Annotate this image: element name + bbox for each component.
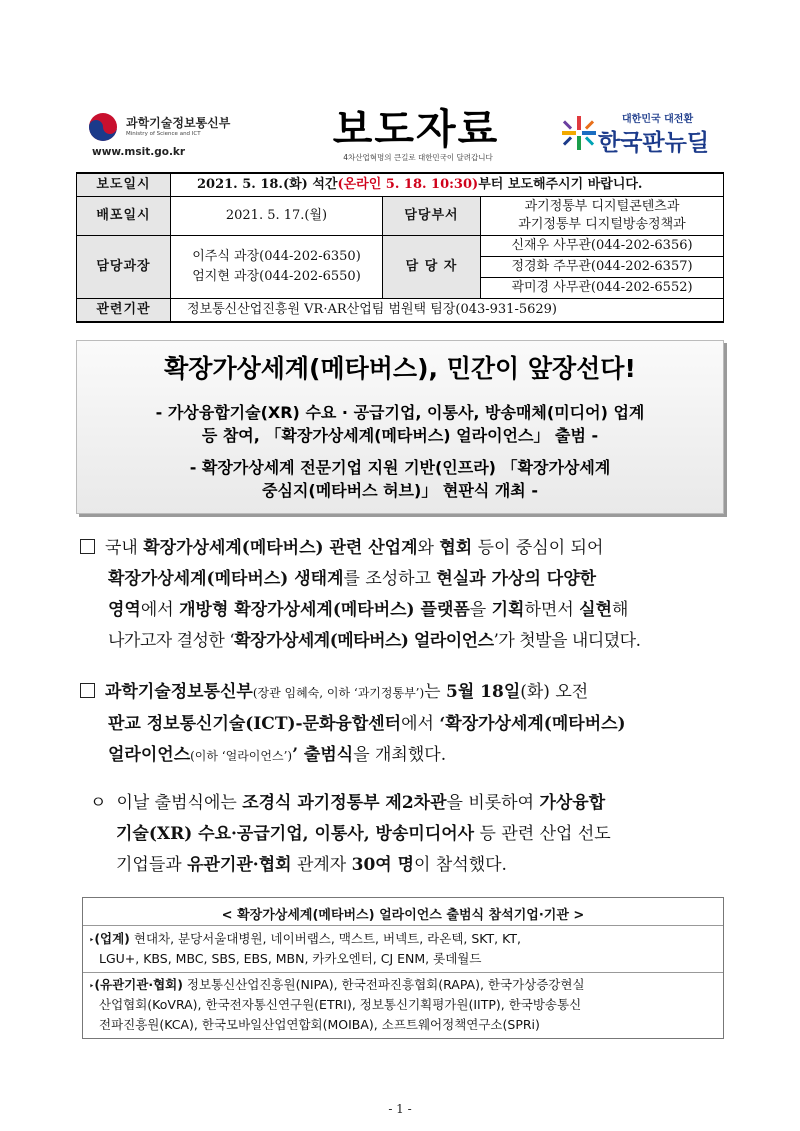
headline-sub-1a: - 가상융합기술(XR) 수요 · 공급기업, 이통사, 방송매체(미디어) 업계 (155, 403, 645, 422)
release-date: 2021. 5. 18.(화) 석간 (197, 177, 338, 192)
text-run: 해 (612, 600, 629, 620)
text-run: 를 조성하고 (343, 569, 437, 589)
text-run: 과학기술정보통신부 (105, 682, 253, 702)
release-label: 보도일시 (77, 173, 171, 197)
arrow-bullet-icon: ‣ (89, 982, 95, 992)
para1-line3 (80, 595, 641, 626)
text-run: 국내 (105, 538, 144, 558)
paragraph-1 (80, 533, 641, 657)
text-run: 얼라이언스 (108, 745, 191, 765)
industry-text-1: 현대차, 분당서울대병원, 네이버랩스, 맥스트, 버넥트, 라온텍, SKT, KT, (129, 931, 521, 946)
text-run: 가상융합 (539, 793, 606, 813)
ministry-name-ko: 과학기술정보통신부 (126, 116, 231, 130)
org-line-1 (89, 975, 585, 997)
distribution-value: 2021. 5. 17.(월) (171, 197, 383, 236)
text-run: 유관기관·협회 (187, 855, 292, 875)
text-run: 하면서 (524, 600, 580, 620)
participants-title: < 확장가상세계(메타버스) 얼라이언스 출범식 참석기업·기관 > (221, 908, 585, 923)
manager-2: 엄지현 과장(044-202-6550) (192, 269, 361, 284)
text-run: 실현 (579, 600, 613, 620)
text-run: 등이 중심이 되어 (472, 538, 604, 558)
page-number: - 1 - (388, 1102, 412, 1116)
text-run: 판교 정보통신기술(ICT)-문화융합센터 (108, 714, 402, 734)
para3-line3 (90, 850, 611, 881)
ministry-url: www.msit.go.kr (92, 146, 186, 158)
headline-sub-2b: 중심지(메타버스 허브)」 현판식 개최 - (262, 481, 538, 500)
text-run: 이 참석했다. (414, 855, 507, 875)
department-value (481, 197, 724, 236)
agency-label: 관련기관 (77, 299, 171, 323)
headline-sub-1b: 등 참여, 「확장가상세계(메타버스) 얼라이언스」 출범 - (201, 426, 599, 445)
text-run: 이날 출범식에는 (116, 793, 243, 813)
paragraph-2 (80, 677, 626, 772)
divider (83, 925, 723, 926)
para3-line1 (90, 788, 611, 819)
industry-line-2: LGU+, KBS, MBC, SBS, EBS, MBN, 카카오엔터, CJ ENM, 롯데월드 (99, 951, 482, 966)
org-text-1: 정보통신산업진흥원(NIPA), 한국전파진흥협회(RAPA), 한국가상증강현실 (182, 977, 585, 992)
para3-line2 (90, 819, 611, 850)
manager-row-1 (77, 236, 724, 257)
taegeuk-emblem-icon (88, 112, 118, 142)
org-line-3: 전파진흥원(KCA), 한국모바일산업연합회(MOIBA), 소프트웨어정책연구소(SPRi) (99, 1017, 540, 1032)
text-run: 나가고자 결성한 ‘ (108, 631, 235, 651)
agency-value: 정보통신산업진흥원 VR·AR산업팀 범원택 팀장(043-931-5629) (171, 299, 724, 323)
brand-subtitle: 대한민국 대전환 (622, 114, 694, 125)
agency-row (77, 299, 724, 323)
brand-name: 한국판뉴딜 (598, 130, 710, 156)
org-label: (유관기관·협회) (94, 977, 183, 992)
distribution-row (77, 197, 724, 236)
text-run: 는 (424, 682, 446, 702)
text-run: 영역 (108, 600, 141, 620)
manager-value (171, 236, 383, 299)
text-run: 을 비롯하여 (446, 793, 540, 813)
release-value (171, 173, 724, 197)
press-header (84, 100, 724, 170)
release-online: (온라인 5. 18. 10:30) (337, 177, 479, 192)
text-run: ’가 첫발을 내디뎠다. (493, 631, 641, 651)
ministry-logo (84, 106, 284, 161)
circle-bullet-icon: ㅇ (90, 793, 107, 813)
para2-line2 (80, 709, 626, 740)
para2-line1 (80, 677, 626, 709)
text-run: 을 개최했다. (353, 745, 447, 765)
checkbox-bullet-icon (80, 539, 95, 554)
department-1: 과기정통부 디지털콘텐츠과 (524, 199, 680, 214)
text-run: 현실과 가상의 다양한 (436, 569, 597, 589)
tagline: 4차산업혁명의 큰길로 대한민국이 달려갑니다 (343, 153, 493, 162)
text-run: 5월 18일 (446, 682, 521, 702)
text-run: (이하 ‘얼라이언스’) (190, 749, 293, 763)
paragraph-3 (90, 788, 611, 881)
page-title: 보도자료 (332, 105, 500, 153)
text-run: 조경식 과기정통부 제2차관 (242, 793, 447, 813)
divider (83, 972, 723, 973)
headline-box (76, 340, 724, 514)
text-run: 개방형 확장가상세계(메타버스) 플랫폼 (179, 600, 470, 620)
para1-line1 (80, 533, 641, 564)
headline-main: 확장가상세계(메타버스), 민간이 앞장선다! (164, 354, 636, 383)
new-deal-star-icon (562, 116, 596, 150)
industry-label: (업계) (94, 931, 130, 946)
text-run: (장관 임혜숙, 이하 ‘과기정통부’) (252, 686, 425, 700)
arrow-bullet-icon: ‣ (89, 936, 95, 946)
staff-3: 곽미경 사무관(044-202-6552) (481, 278, 724, 299)
new-deal-logo (562, 106, 722, 161)
text-run: 등 관련 산업 선도 (474, 824, 611, 844)
org-line-2: 산업협회(KoVRA), 한국전자통신연구원(ETRI), 정보통신기획평가원(IITP), 한국방송통신 (99, 997, 582, 1012)
ministry-name-en: Ministry of Science and ICT (126, 131, 201, 137)
staff-1: 신재우 사무관(044-202-6356) (481, 236, 724, 257)
text-run: 기술(XR) 수요·공급기업, 이통사, 방송미디어사 (116, 824, 475, 844)
department-2: 과기정통부 디지털방송정책과 (518, 217, 686, 232)
manager-label: 담당과장 (77, 236, 171, 299)
text-run: 기업들과 (116, 855, 188, 875)
headline-sub-2a: - 확장가상세계 전문기업 지원 기반(인프라) 「확장가상세계 (189, 458, 611, 477)
release-row (77, 173, 724, 197)
para1-line4 (80, 626, 641, 657)
department-label: 담당부서 (383, 197, 481, 236)
staff-label: 담 당 자 (383, 236, 481, 299)
text-run: 관계자 (291, 855, 352, 875)
text-run: 협회 (439, 538, 473, 558)
checkbox-bullet-icon (80, 683, 95, 698)
para1-line2 (80, 564, 641, 595)
text-run: (화) 오전 (520, 682, 589, 702)
text-run: 기획 (491, 600, 525, 620)
participants-box (82, 897, 724, 1039)
para2-line3 (80, 740, 626, 772)
text-run: ‘확장가상세계(메타버스) (439, 714, 626, 734)
text-run: 와 (417, 538, 440, 558)
text-run: 30여 명 (351, 855, 415, 875)
press-info-table (76, 172, 724, 323)
text-run: 에서 (140, 600, 180, 620)
release-note: 부터 보도해주시기 바랍니다. (478, 177, 643, 192)
distribution-label: 배포일시 (77, 197, 171, 236)
text-run: 을 (469, 600, 492, 620)
text-run: 확장가상세계(메타버스) 관련 산업계 (143, 538, 418, 558)
text-run: ’ 출범식 (292, 745, 354, 765)
text-run: 확장가상세계(메타버스) 얼라이언스 (234, 631, 494, 651)
industry-line-1 (89, 929, 521, 951)
text-run: 확장가상세계(메타버스) 생태계 (108, 569, 344, 589)
text-run: 에서 (401, 714, 440, 734)
staff-2: 정경화 주무관(044-202-6357) (481, 257, 724, 278)
manager-1: 이주식 과장(044-202-6350) (192, 249, 361, 264)
